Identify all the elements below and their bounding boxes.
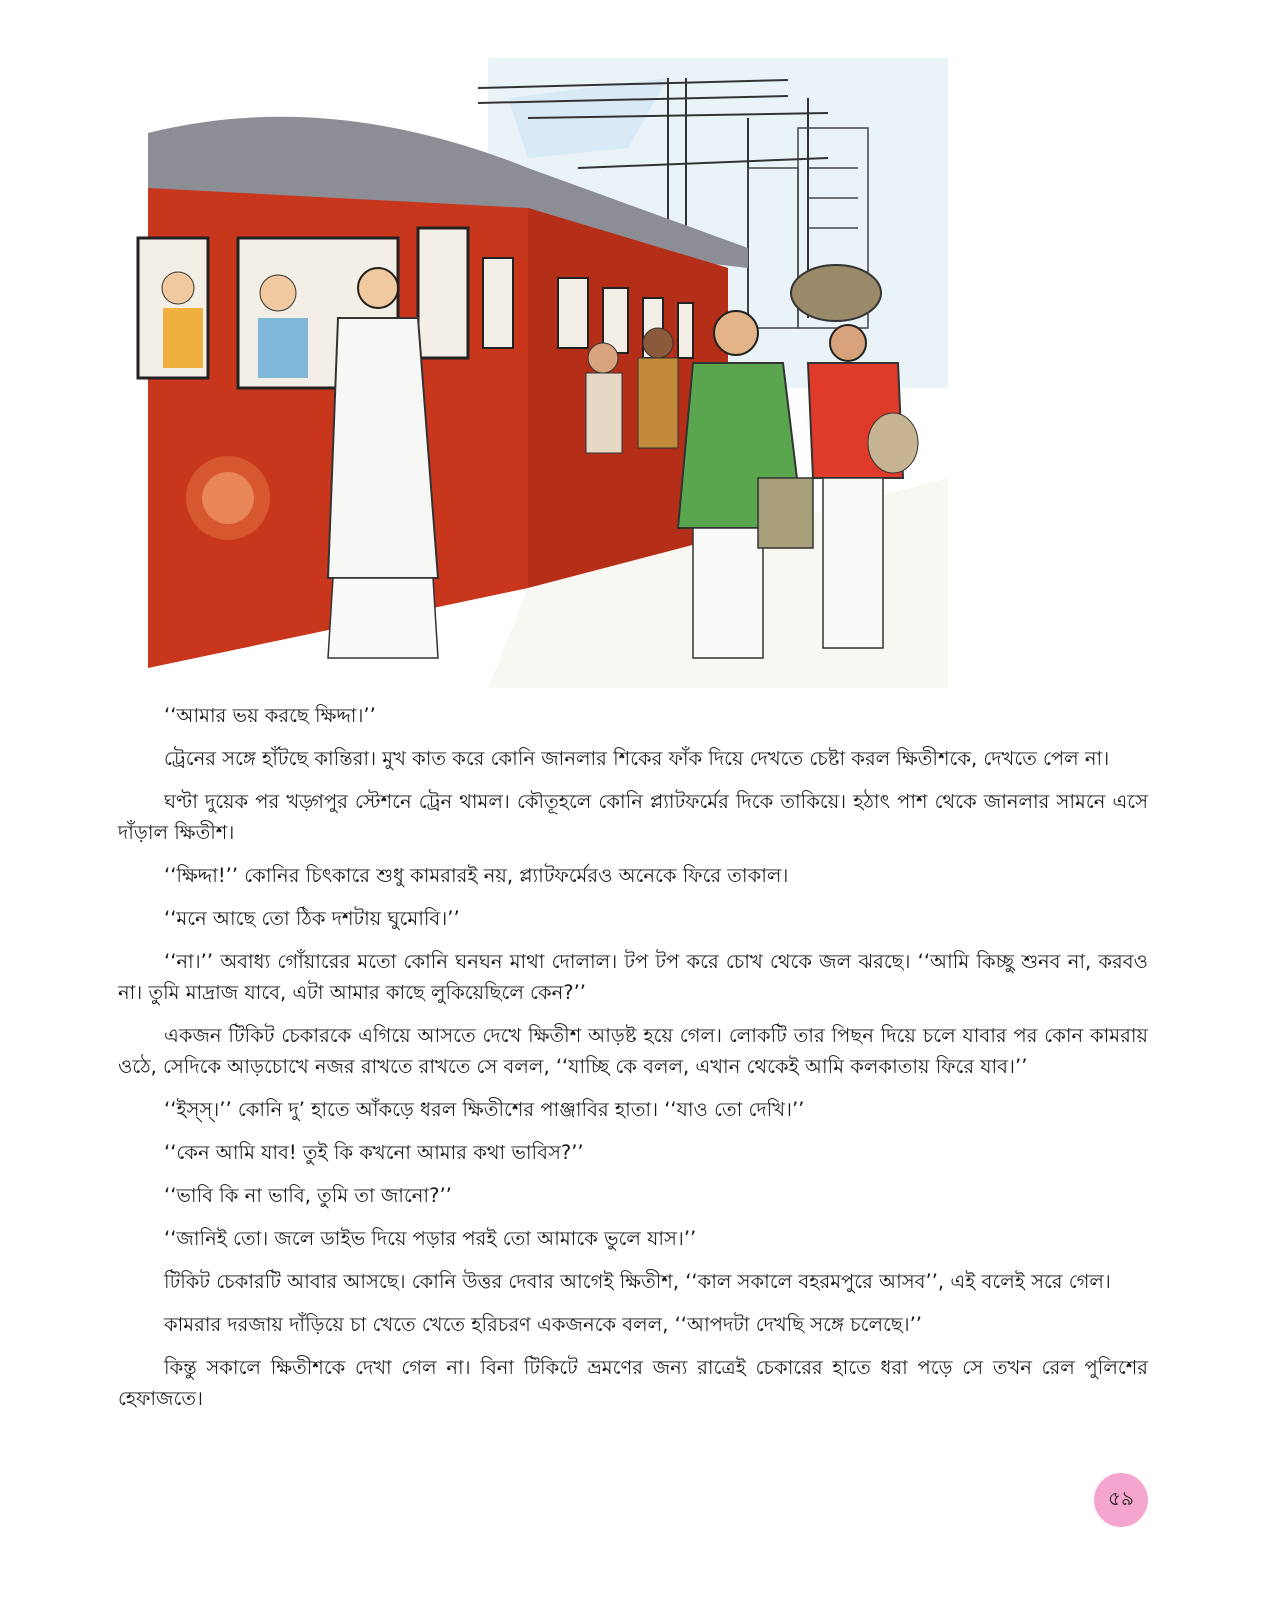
paragraph: একজন টিকিট চেকারকে এগিয়ে আসতে দেখে ক্ষিতীশ আড়ষ্ট হয়ে গেল। লোকটি তার পিছন দিয়ে চলে যাবার পর কোন কামরায় ওঠে, সেদিকে আড়চোখে নজর রাখতে রাখতে সে বলল, ‘‘যাচ্ছি কে বলল, এখান থেকেই আমি কলকাতায় ফিরে যাব।’’: [118, 1024, 1148, 1078]
paragraph: কিন্তু সকালে ক্ষিতীশকে দেখা গেল না। বিনা টিকিটে ভ্রমণের জন্য রাত্রেই চেকারের হাতে ধরা পড়ে সে তখন রেল পুলিশের হেফাজতে।: [118, 1356, 1148, 1410]
paragraph: ‘‘না।’’ অবাধ্য গোঁয়ারের মতো কোনি ঘনঘন মাথা দোলাল। টপ টপ করে চোখ থেকে জল ঝরছে। ‘‘আমি কিচ্ছু শুনব না, করবও না। তুমি মাদ্রাজ যাবে, এটা আমার কাছে লুকিয়েছিলে কেন?’’: [118, 950, 1148, 1004]
paragraph: ‘‘ক্ষিদ্দা!’’ কোনির চিৎকারে শুধু কামরারই নয়, প্ল্যাটফর্মেরও অনেকে ফিরে তাকাল।: [164, 864, 789, 887]
paragraph: ‘‘ভাবি কি না ভাবি, তুমি তা জানো?’’: [164, 1184, 452, 1207]
page-number-badge: ৫৯: [1094, 1473, 1148, 1527]
paragraph: ঘণ্টা দুয়েক পর খড়্গপুর স্টেশনে ট্রেন থামল। কৌতূহলে কোনি প্ল্যাটফর্মের দিকে তাকিয়ে। হঠাৎ পাশ থেকে জানলার সামনে এসে দাঁড়াল ক্ষিতীশ।: [118, 790, 1148, 844]
paragraph: ‘‘ইস্‌স্‌।’’ কোনি দু’ হাতে আঁকড়ে ধরল ক্ষিতীশের পাঞ্জাবির হাতা। ‘‘যাও তো দেখি।’’: [164, 1098, 805, 1121]
railway-platform-illustration: [108, 58, 948, 688]
paragraph: ‘‘আমার ভয় করছে ক্ষিদ্দা।’’: [164, 704, 376, 727]
paragraph: ‘‘মনে আছে তো ঠিক দশটায় ঘুমোবি।’’: [164, 907, 460, 930]
paragraph: ট্রেনের সঙ্গে হাঁটছে কান্তিরা। মুখ কাত করে কোনি জানলার শিকের ফাঁক দিয়ে দেখতে চেষ্টা করল ক্ষিতীশকে, দেখতে পেল না।: [164, 747, 1110, 770]
paragraph: ‘‘কেন আমি যাব! তুই কি কখনো আমার কথা ভাবিস?’’: [164, 1141, 584, 1164]
story-text: [118, 700, 1148, 1426]
paragraph: টিকিট চেকারটি আবার আসছে। কোনি উত্তর দেবার আগেই ক্ষিতীশ, ‘‘কাল সকালে বহরমপুরে আসব’’, এই বলেই সরে গেল।: [164, 1270, 1111, 1293]
paragraph: কামরার দরজায় দাঁড়িয়ে চা খেতে খেতে হরিচরণ একজনকে বলল, ‘‘আপদটা দেখছি সঙ্গে চলেছে।’’: [164, 1313, 923, 1336]
paragraph: ‘‘জানিই তো। জলে ডাইভ দিয়ে পড়ার পরই তো আমাকে ভুলে যাস।’’: [164, 1227, 697, 1250]
